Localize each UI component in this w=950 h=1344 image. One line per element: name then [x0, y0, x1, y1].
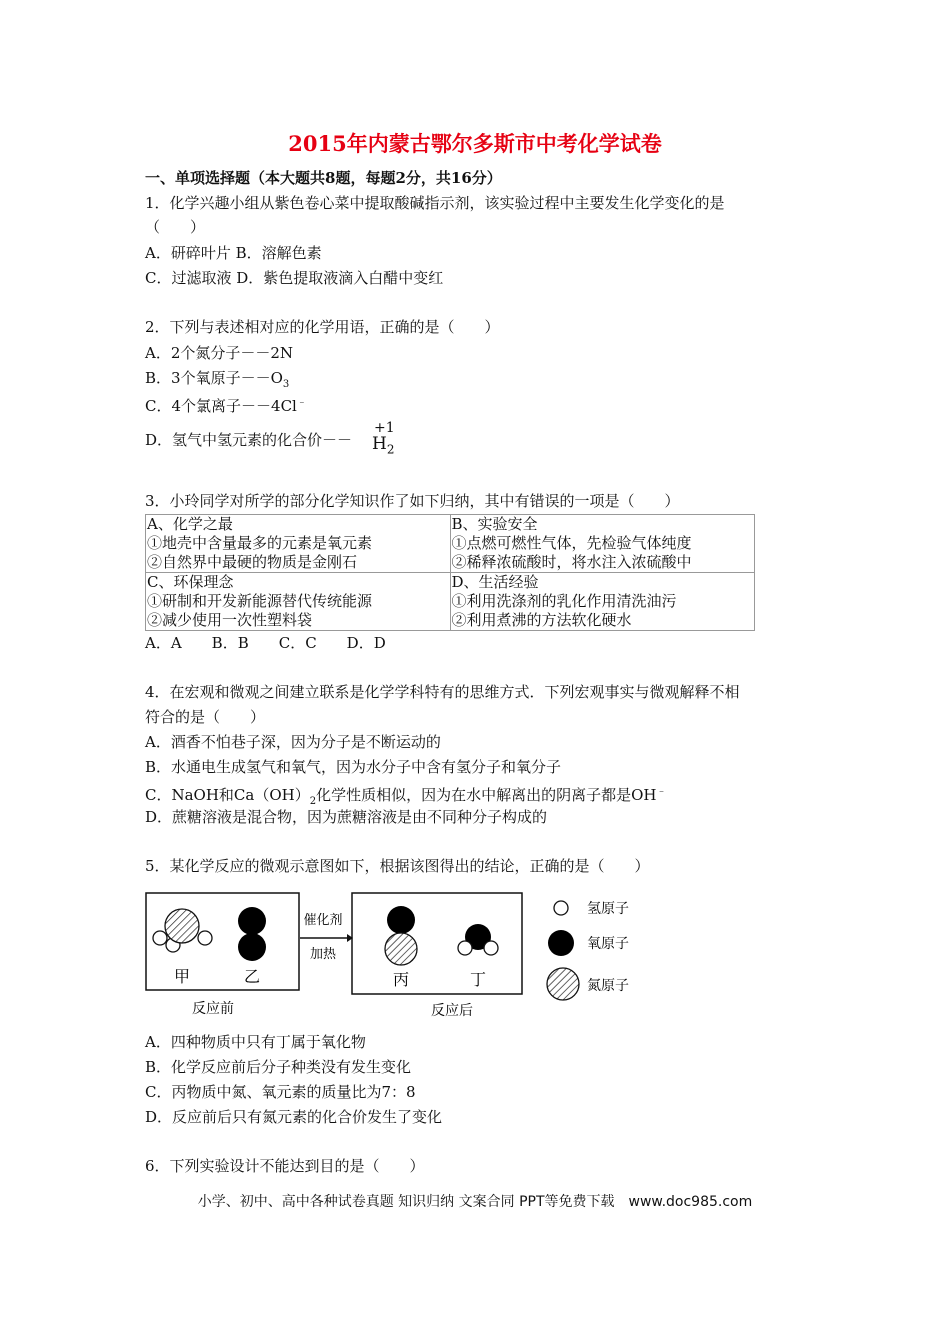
q2-b-text: B．3个氧原子－－O — [145, 369, 283, 387]
hydrogen-atom — [484, 941, 498, 955]
q4-option-a: A．酒香不怕巷子深，因为分子是不断运动的 — [145, 733, 441, 751]
q4-stem-line2: 符合的是（ ） — [145, 708, 266, 726]
table-row — [146, 573, 755, 631]
q5-stem: 5．某化学反应的微观示意图如下，根据该图得出的结论，正确的是（ ） — [145, 857, 650, 875]
q4-stem-line1: 4．在宏观和微观之间建立联系是化学学科特有的思维方式．下列宏观事实与微观解释不相 — [145, 683, 740, 701]
q2-d-symbol: H — [372, 434, 387, 454]
q2-d-subscript: 2 — [386, 442, 395, 457]
cell-item: ①研制和开发新能源替代传统能源 — [147, 592, 373, 610]
label-catalyst: 催化剂 — [303, 913, 343, 928]
legend-nitrogen-icon — [547, 968, 579, 1000]
q5-option-d: D．反应前后只有氮元素的化合价发生了变化 — [145, 1108, 443, 1126]
q3-table — [145, 514, 755, 631]
label-ding: 丁 — [469, 970, 487, 989]
oxygen-atom — [387, 906, 415, 934]
label-yi: 乙 — [243, 967, 261, 986]
page-title: 2015年内蒙古鄂尔多斯市中考化学试卷 — [288, 131, 662, 156]
legend-oxygen-label: 氧原子 — [587, 936, 629, 952]
q5-option-a: A．四种物质中只有丁属于氧化物 — [145, 1033, 366, 1051]
q1-stem: 1．化学兴趣小组从紫色卷心菜中提取酸碱指示剂，该实验过程中主要发生化学变化的是 — [145, 194, 725, 212]
cell-item: ①地壳中含量最多的元素是氧元素 — [147, 534, 373, 552]
cell-heading: C、环保理念 — [147, 573, 234, 591]
cell-item: ②自然界中最硬的物质是金刚石 — [147, 553, 358, 571]
label-jia: 甲 — [173, 967, 191, 986]
cell-heading: A、化学之最 — [147, 515, 233, 533]
table-row — [146, 515, 755, 573]
label-heat: 加热 — [309, 947, 337, 962]
hydrogen-atom — [458, 941, 472, 955]
reaction-diagram — [140, 885, 660, 1025]
q2-d-charge: +1 — [374, 420, 395, 436]
q2-c-superscript: ﹣ — [296, 397, 307, 408]
q4-option-d: D．蔗糖溶液是混合物，因为蔗糖溶液是由不同种分子构成的 — [145, 808, 548, 826]
legend-hydrogen-label: 氢原子 — [587, 901, 629, 917]
q2-stem: 2．下列与表述相对应的化学用语，正确的是（ ） — [145, 318, 500, 336]
cell-item: ②利用煮沸的方法软化硬水 — [451, 611, 632, 629]
q1-paren: （ ） — [145, 218, 206, 236]
table-cell — [450, 573, 755, 631]
hydrogen-atom — [198, 931, 212, 945]
cell-item: ①点燃可燃性气体，先检验气体纯度 — [451, 534, 692, 552]
q2-b-subscript: 3 — [282, 379, 290, 390]
q2-option-a: A．2个氮分子－－2N — [145, 344, 294, 362]
cell-item: ②稀释浓硫酸时，将水注入浓硫酸中 — [451, 553, 692, 571]
hydrogen-atom — [153, 931, 167, 945]
q6-stem: 6．下列实验设计不能达到目的是（ ） — [145, 1157, 425, 1175]
label-before: 反应前 — [192, 1001, 234, 1017]
oxygen-atom — [238, 907, 266, 935]
q2-option-b — [145, 368, 289, 395]
legend-oxygen-icon — [548, 930, 574, 956]
cell-heading: B、实验安全 — [451, 515, 538, 533]
q4-c-text: C．NaOH和Ca（OH） — [145, 786, 310, 804]
oxygen-atom — [238, 933, 266, 961]
section-heading: 一、单项选择题（本大题共8题，每题2分，共16分） — [145, 169, 502, 187]
nitrogen-atom — [165, 909, 199, 943]
q2-d-formula — [372, 420, 395, 457]
cell-heading: D、生活经验 — [451, 573, 539, 591]
q2-option-d: D．氢气中氢元素的化合价－－ — [145, 431, 353, 449]
label-bing: 丙 — [392, 970, 410, 989]
table-cell — [450, 515, 755, 573]
q2-option-c — [145, 393, 307, 416]
legend-nitrogen-label: 氮原子 — [587, 978, 629, 994]
q5-option-c: C．丙物质中氮、氧元素的质量比为7：8 — [145, 1083, 416, 1101]
q1-options-ab: A．研碎叶片 B．溶解色素 — [145, 244, 322, 262]
table-cell — [146, 515, 451, 573]
q5-option-b: B．化学反应前后分子种类没有发生变化 — [145, 1058, 412, 1076]
q4-c-superscript: ﹣ — [656, 786, 667, 797]
nitrogen-atom — [385, 933, 417, 965]
q4-option-b: B．水通电生成氢气和氧气，因为水分子中含有氢分子和氧分子 — [145, 758, 562, 776]
cell-item: ②减少使用一次性塑料袋 — [147, 611, 313, 629]
q3-stem: 3．小玲同学对所学的部分化学知识作了如下归纳，其中有错误的一项是（ ） — [145, 492, 680, 510]
legend-hydrogen-icon — [554, 901, 568, 915]
table-cell — [146, 573, 451, 631]
footer-banner: 小学、初中、高中各种试卷真题 知识归纳 文案合同 PPT等免费下载 www.doc985.com — [197, 1194, 753, 1210]
q1-options-cd: C．过滤取液 D．紫色提取液滴入白醋中变红 — [145, 269, 444, 287]
q3-options: A．A B．B C．C D．D — [145, 634, 386, 652]
q4-c-text: 化学性质相似，因为在水中解离出的阴离子都是OH — [316, 786, 657, 804]
label-after: 反应后 — [431, 1003, 473, 1019]
q4-c-subscript: 2 — [309, 796, 317, 807]
cell-item: ①利用洗涤剂的乳化作用清洗油污 — [451, 592, 677, 610]
q2-c-text: C．4个氯离子－－4Cl — [145, 397, 297, 415]
